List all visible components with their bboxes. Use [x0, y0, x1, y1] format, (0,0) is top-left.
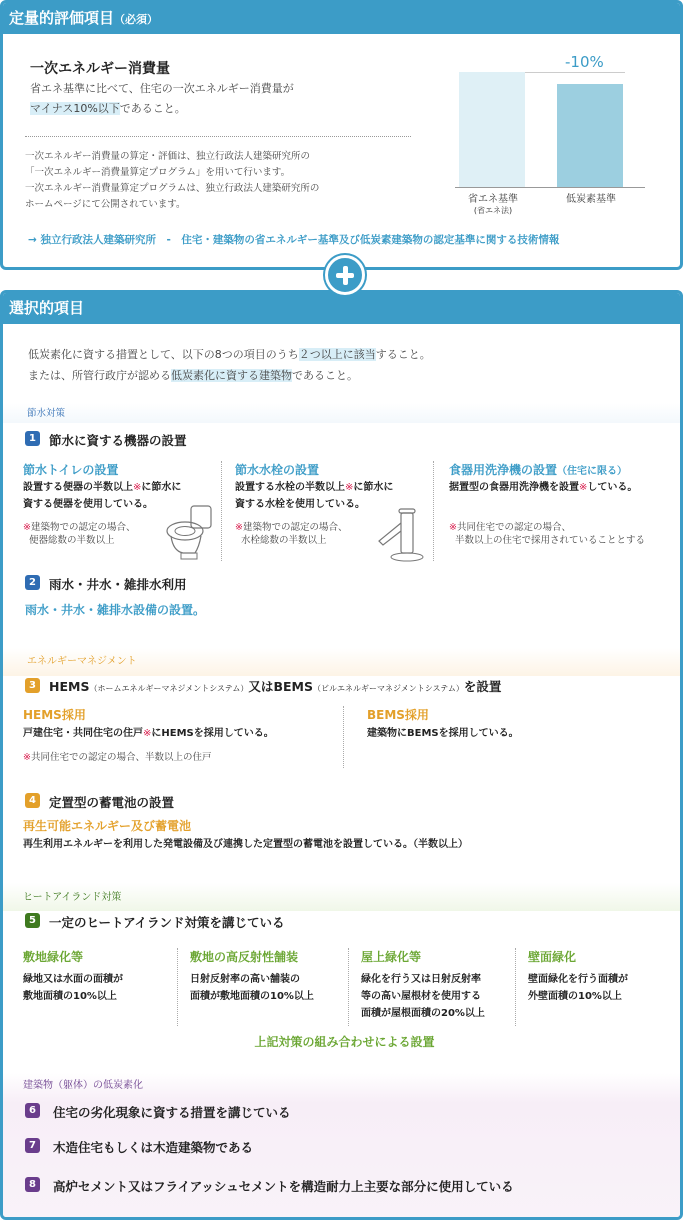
energy-notes	[25, 149, 415, 213]
note-mark: ※	[143, 728, 152, 739]
item7-title: 木造住宅もしくは木造建築物である	[53, 1140, 254, 1155]
divider	[25, 136, 411, 137]
option-note	[23, 521, 135, 547]
note-text: 建築物での認定の場合、	[242, 522, 348, 533]
option-desc	[23, 479, 181, 513]
title-text: HEMS	[49, 679, 90, 694]
title-note: （ビルエネルギーマネジメントシステム）	[312, 684, 464, 693]
energy-desc-line1: 省エネ基準に比べて、住宅の一次エネルギー消費量が	[30, 82, 294, 95]
chart-bar-standard	[459, 72, 525, 187]
intro-line2	[28, 366, 358, 385]
item-number: 8	[25, 1177, 40, 1192]
section1-title-note: （必須）	[114, 13, 159, 26]
option-desc	[23, 725, 274, 742]
title-text: を設置	[463, 679, 502, 694]
intro-text: すること。	[375, 348, 431, 361]
item5-title: 一定のヒートアイランド対策を講じている	[49, 915, 285, 930]
desc-text: 緑化を行う又は日射反射率	[361, 974, 481, 985]
desc-text: 資する水栓を使用している。	[235, 499, 365, 510]
energy-note: 一次エネルギー消費量の算定・評価は、独立行政法人建築研究所の	[25, 151, 311, 162]
section1-title: 定量的評価項目	[9, 9, 115, 27]
required-items-panel	[0, 0, 683, 270]
divider	[343, 706, 344, 768]
note-text: 共同住宅での認定の場合、半数以上の住戸	[30, 752, 212, 763]
note-mark: ※	[449, 522, 457, 533]
section1-header	[3, 3, 680, 34]
plus-icon	[325, 255, 365, 295]
desc-text: 日射反射率の高い舗装の	[190, 974, 300, 985]
chart-bar-low-carbon	[557, 84, 623, 188]
option-desc	[235, 479, 393, 513]
note-text: 便器総数の半数以上	[29, 535, 115, 546]
option-roof-greening: 屋上緑化等	[361, 950, 422, 964]
note-text: 建築物での認定の場合、	[30, 522, 136, 533]
note-mark: ※	[23, 752, 31, 763]
option-title-note: （住宅に限る）	[557, 466, 628, 477]
desc-text: 据置型の食器用洗浄機を設置	[449, 482, 579, 493]
intro-text: であること。	[292, 369, 358, 382]
intro-text: 低炭素化に資する措置として、以下の8つの項目のうち	[28, 348, 299, 361]
divider	[348, 948, 349, 1026]
note-mark: ※	[579, 482, 588, 493]
category-label-heat: ヒートアイランド対策	[23, 892, 122, 903]
intro-highlight: ２つ以上に該当	[298, 348, 376, 361]
energy-desc-highlight: マイナス10%以下	[30, 102, 120, 115]
chart-label-low-carbon	[553, 190, 629, 205]
title-note: （ホームエネルギーマネジメントシステム）	[89, 684, 249, 693]
item-number: 1	[25, 431, 40, 446]
chart-baseline	[455, 187, 645, 188]
item8-title: 高炉セメント又はフライアッシュセメントを構造耐力上主要な部分に使用している	[53, 1179, 514, 1194]
option-site-greening: 敷地緑化等	[23, 950, 84, 964]
intro-line1	[28, 345, 431, 364]
optional-items-panel	[0, 290, 683, 1220]
option-bems: BEMS採用	[367, 708, 429, 722]
research-institute-link[interactable]	[28, 232, 559, 247]
category-label-building: 建築物（躯体）の低炭素化	[23, 1080, 143, 1091]
faucet-icon	[371, 505, 426, 563]
note-text: 水栓総数の半数以上	[241, 535, 327, 546]
desc-text: 戸建住宅・共同住宅の住戸	[23, 728, 143, 739]
desc-text: 敷地面積の10%以上	[23, 991, 117, 1002]
desc-text: 資する便器を使用している。	[23, 499, 153, 510]
title-text: 又は	[248, 679, 274, 694]
option-desc: 再生利用エネルギーを利用した発電設備及び連携した定置型の蓄電池を設置している。（半数以上）	[23, 839, 468, 850]
option-desc	[528, 971, 628, 1005]
item-number: 5	[25, 913, 40, 928]
desc-text: 設置する便器の半数以上	[23, 482, 133, 493]
desc-text: している。	[587, 482, 638, 493]
option-note	[235, 521, 347, 547]
desc-text: に節水に	[353, 482, 394, 493]
option-water-faucet: 節水水栓の設置	[235, 463, 320, 477]
item-number: 7	[25, 1138, 40, 1153]
option-water-toilet: 節水トイレの設置	[23, 463, 119, 477]
desc-text: 外壁面積の10%以上	[528, 991, 622, 1002]
category-label-energy: エネルギーマネジメント	[27, 656, 137, 667]
energy-desc-line2	[30, 99, 186, 118]
desc-text: 壁面緑化を行う面積が	[528, 974, 628, 985]
toilet-icon	[163, 503, 213, 563]
note-text: 共同住宅での認定の場合、	[456, 522, 571, 533]
option-rainwater: 雨水・井水・雑排水設備の設置。	[25, 603, 206, 617]
note-text: 半数以上の住宅で採用されていることとする	[455, 535, 646, 546]
divider	[221, 461, 222, 561]
divider	[515, 948, 516, 1026]
desc-text: 面積が屋根面積の20%以上	[361, 1008, 485, 1019]
option-note	[23, 751, 211, 764]
category-label-water: 節水対策	[27, 408, 66, 419]
section2-title: 選択的項目	[9, 299, 85, 317]
item-number: 2	[25, 575, 40, 590]
item3-title	[49, 677, 501, 695]
intro-highlight: 低炭素化に資する建築物	[171, 369, 292, 382]
divider	[433, 461, 434, 561]
energy-note: 「一次エネルギー消費量算定プログラム」を用いて行います。	[25, 167, 291, 178]
research-institute-link-text: 独立行政法人建築研究所 - 住宅・建築物の省エネルギー基準及び低炭素建築物の認定基準に関する技術情報	[40, 234, 560, 246]
water-band	[3, 403, 680, 423]
section2-header	[3, 293, 680, 324]
desc-text: にHEMSを採用している。	[151, 728, 274, 739]
note-mark: ※	[133, 482, 142, 493]
item-number: 3	[25, 678, 40, 693]
item2-title: 雨水・井水・雑排水利用	[49, 577, 187, 592]
item-number: 4	[25, 793, 40, 808]
arrow-right-icon: →	[28, 234, 37, 246]
option-desc	[361, 971, 485, 1022]
desc-text: 面積が敷地面積の10%以上	[190, 991, 314, 1002]
desc-text: 緑地又は水面の面積が	[23, 974, 123, 985]
option-wall-greening: 壁面緑化	[528, 950, 577, 964]
option-desc: 建築物にBEMSを採用している。	[367, 728, 519, 739]
desc-text: 設置する水栓の半数以上	[235, 482, 345, 493]
item1-title: 節水に資する機器の設置	[49, 433, 187, 448]
item-number: 6	[25, 1103, 40, 1118]
option-title: 食器用洗浄機の設置	[449, 463, 558, 477]
title-text: BEMS	[273, 679, 313, 694]
intro-text: または、所管行政庁が認める	[28, 369, 171, 382]
chart-category-label: 省エネ基準	[468, 194, 518, 205]
energy-desc-rest: であること。	[119, 102, 186, 115]
option-note	[449, 521, 645, 547]
option-desc	[449, 479, 637, 496]
option-desc	[190, 971, 314, 1005]
divider	[177, 948, 178, 1026]
option-reflective-pavement: 敷地の高反射性舗装	[190, 950, 299, 964]
desc-text: 等の高い屋根材を使用する	[361, 991, 481, 1002]
chart-category-sub: (省エネ法)	[473, 206, 513, 215]
option-hems: HEMS採用	[23, 708, 86, 722]
energy-item-title: 一次エネルギー消費量	[30, 61, 170, 77]
item6-title: 住宅の劣化現象に資する措置を講じている	[53, 1105, 291, 1120]
combination-note: 上記対策の組み合わせによる設置	[254, 1035, 435, 1049]
item4-title: 定置型の蓄電池の設置	[49, 795, 175, 810]
chart-annotation: -10%	[565, 53, 604, 71]
note-mark: ※	[23, 522, 31, 533]
note-mark: ※	[345, 482, 354, 493]
energy-chart	[455, 43, 647, 223]
chart-category-label: 低炭素基準	[566, 194, 616, 205]
desc-text: に節水に	[141, 482, 182, 493]
note-mark: ※	[235, 522, 243, 533]
energy-note: 一次エネルギー消費量算定プログラムは、独立行政法人建築研究所の	[25, 183, 320, 194]
energy-note: ホームページにて公開されています。	[25, 199, 186, 210]
option-battery: 再生可能エネルギー及び蓄電池	[23, 819, 192, 833]
option-dishwasher	[449, 461, 627, 478]
option-desc	[23, 971, 123, 1005]
chart-label-standard	[455, 190, 531, 216]
